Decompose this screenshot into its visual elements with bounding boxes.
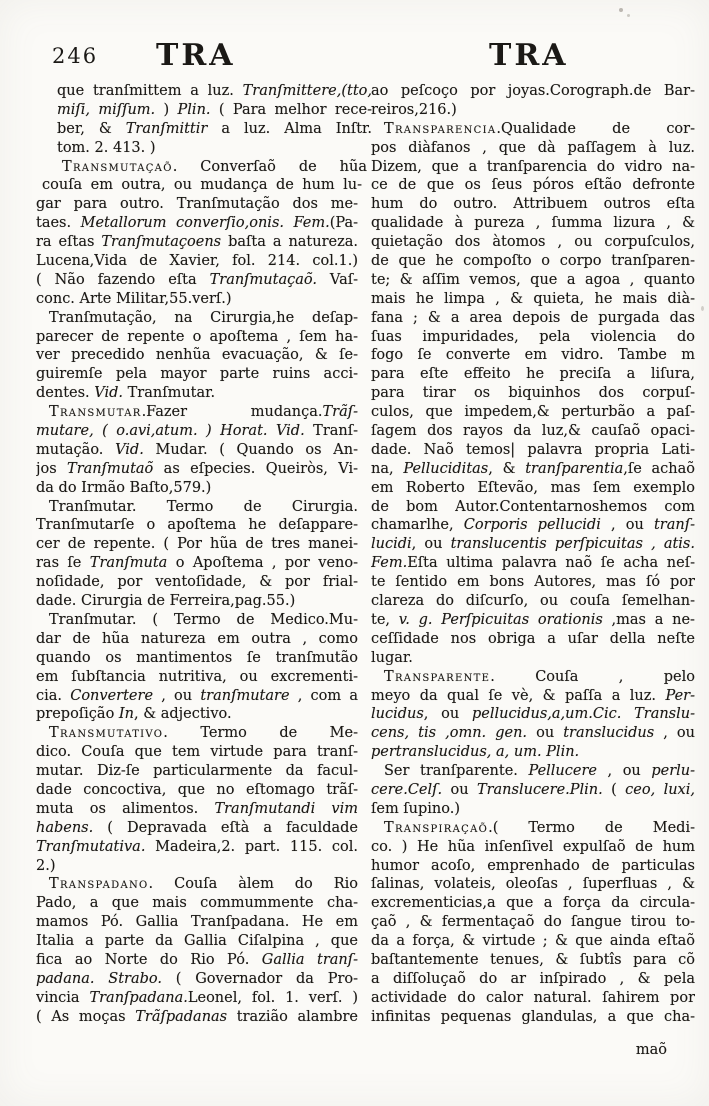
text-line: te; & aſſim vemos, que a agoa , quanto: [371, 271, 695, 288]
text-line: Transpiraçaõ.( Termo de Medi-: [384, 819, 695, 836]
text-line: excrementicias,a que a força da circula-: [371, 895, 695, 912]
text-line: te ſentido em bons Autores, mas ſó por: [371, 574, 695, 591]
text-line: dade concoctiva, que no eſtomago trãſ-: [36, 781, 358, 798]
text-line: quando os mantimentos ſe tranſmutão: [36, 649, 358, 666]
text-line: em Roberto Eſtevão, mas ſem exemplo: [371, 479, 695, 496]
text-line: de bom Autor.Contentarnoshemos com: [371, 498, 695, 515]
text-line: dico. Couſa que tem virtude para tranſ-: [36, 744, 358, 761]
text-line: Tranſmutarſe o apoſtema he deſappare-: [36, 517, 358, 534]
text-line: ſem ſupino.): [371, 800, 461, 817]
text-line: fica ao Norte do Rio Pó. Gallia tranſ-: [36, 951, 358, 968]
text-line: quietação dos àtomos , ou corpuſculos,: [371, 234, 695, 251]
text-line: mutare, ( o.avi,atum. ) Horat. Vid. Tranſ-: [36, 423, 358, 440]
text-line: Tranſmutar. Termo de Cirurgia.: [49, 498, 358, 515]
text-line: çaõ , & fermentaçaõ do ſangue tirou to-: [371, 914, 695, 931]
text-line: para eſte effeito he preciſa a liſura,: [371, 366, 695, 383]
text-line: em ſubſtancia nutritiva, ou excrementi-: [36, 668, 358, 685]
text-line: gar para outro. Tranſmutação dos me-: [36, 196, 358, 213]
running-header-left: TRA: [156, 38, 236, 73]
text-line: ſagem dos rayos da luz,& cauſaõ opaci-: [371, 423, 695, 440]
text-line: ra eſtas Tranſmutaçoens baſta a natureza.: [36, 234, 358, 251]
text-line: te, v. g. Perſpicuitas orationis ,mas a ne-: [371, 611, 695, 628]
text-line: dade. Naõ temos| palavra propria Lati-: [371, 441, 695, 458]
text-line: meyo da qual ſe vè, & paſſa a luz. Per-: [371, 687, 695, 704]
text-line: reiros,216.): [371, 101, 457, 118]
text-line: prepoſição In, & adjectivo.: [36, 706, 232, 723]
text-line: Fem.Eſta ultima palavra naõ ſe acha neſ-: [371, 555, 695, 572]
text-line: ver precedido nenhũa evacuação, & ſe-: [36, 347, 358, 364]
text-line: de que he compoſto o corpo tranſparen-: [371, 253, 695, 270]
text-line: vincia Tranſpadana.Leonel, fol. 1. verſ. ): [36, 989, 358, 1006]
text-line: ceſſidade nos obriga a uſar della neſte: [371, 630, 695, 647]
text-line: Tranſmutar. ( Termo de Medico.Mu-: [49, 611, 358, 628]
text-line: Transmutar.Fazer mudança.Trãſ-: [49, 404, 358, 421]
text-line: cere.Celſ. ou Translucere.Plin. ( ceo, luxi,: [371, 781, 695, 798]
text-line: Transparencia.Qualidade de cor-: [384, 120, 695, 137]
text-line: mais he limpa , & quieta, he mais dià-: [371, 290, 695, 307]
text-line: lugar.: [371, 649, 413, 666]
text-line: Dizem, que a tranſparencia do vidro na-: [371, 158, 695, 175]
text-line: miſi, miſſum. ) Plin. ( Para melhor rece-: [57, 101, 372, 118]
text-line: Transparente. Couſa , pelo: [384, 668, 695, 685]
text-line: Pado, a que mais commummente cha-: [36, 895, 358, 912]
text-line: ce de que os ſeus póros eſtão defronte: [371, 177, 695, 194]
text-line: Tranſmutativa. Madeira,2. part. 115. col.: [36, 838, 358, 855]
text-line: ao peſcoço por joyas.Corograph.de Bar-: [371, 83, 695, 99]
text-line: actividade do calor natural. ſahirem por: [371, 989, 695, 1006]
text-line: mamos Pó. Gallia Tranſpadana. He em: [36, 914, 358, 931]
text-line: ras ſe Tranſmuta o Apoſtema , por veno-: [36, 555, 358, 572]
text-line: na, Pelluciditas, & tranſparentia,ſe achaõ: [371, 460, 695, 477]
text-line: dar de hũa natureza em outra , como: [36, 630, 358, 647]
text-line: da a força, & virtude ; & que ainda eſtaõ: [371, 933, 695, 950]
text-line: para tirar os biquinhos dos corpuſ-: [371, 385, 695, 402]
text-line: humor acoſo, emprenhado de particulas: [371, 857, 695, 874]
text-line: Ser tranſparente. Pellucere , ou perlu-: [384, 763, 695, 780]
text-line: couſa em outra, ou mudança de hum lu-: [42, 177, 362, 194]
text-line: dade. Cirurgia de Ferreira,pag.55.): [36, 593, 296, 610]
text-line: Lucena,Vida de Xavier, fol. 214. col.1.): [36, 253, 358, 270]
text-line: co. ) He hũa inſenſivel expulſaõ de hum: [371, 838, 695, 855]
text-line: ( Não fazendo eſta Tranſmutaçaõ. Vaſ-: [36, 271, 358, 288]
text-line: noſidade, por ventoſidade, & por frial-: [36, 574, 358, 591]
text-line: ſuas impuridades, pela violencia do: [371, 328, 695, 345]
text-line: mutar. Diz-ſe particularmente da facul-: [36, 763, 358, 780]
catchword: maõ: [635, 1041, 667, 1058]
text-line: Tranſmutação, na Cirurgia,he deſap-: [49, 309, 358, 326]
text-line: taes. Metallorum converſio,onis. Fem.(Pa-: [36, 215, 358, 232]
text-column-right: [371, 82, 695, 1060]
text-line: infinitas pequenas glandulas, a que cha-: [371, 1008, 695, 1025]
text-line: culos, que impedem,& perturbão a paſ-: [371, 404, 695, 421]
text-line: pos diàfanos , que dà paſſagem à luz.: [371, 139, 695, 156]
running-header-right: TRA: [489, 38, 569, 73]
text-line: a diſſoluçaõ do ar inſpirado , & pela: [371, 970, 695, 987]
text-line: que tranſmittem a luz. Tranſmittere,(tto,: [57, 83, 372, 99]
text-line: qualidade à pureza , ſumma lizura , &: [371, 215, 695, 232]
text-line: fogo ſe converte em vidro. Tambe m: [371, 347, 695, 364]
text-line: clareza do diſcurſo, ou couſa ſemelhan-: [371, 593, 695, 610]
text-line: Transpadano. Couſa àlem do Rio: [49, 876, 358, 893]
ink-speck: [627, 14, 630, 17]
text-line: baſtantemente tenues, & ſubtîs para cõ: [371, 951, 695, 968]
text-line: padana. Strabo. ( Governador da Pro-: [36, 970, 358, 987]
text-line: hum do outro. Attribuem outros eſta: [371, 196, 695, 213]
text-line: da do Irmão Baſto,579.): [36, 479, 212, 496]
text-line: guiremſe pela mayor parte ruins acci-: [36, 366, 358, 383]
text-line: cia. Convertere , ou tranſmutare , com a: [36, 687, 358, 704]
page-number: 246: [52, 44, 99, 68]
text-line: 2.): [36, 857, 56, 874]
text-line: ber, & Tranſmittir a luz. Alma Inſtr.: [57, 120, 372, 137]
text-line: cer de repente. ( Por hũa de tres manei-: [36, 536, 358, 553]
text-line: habens. ( Depravada eſtà a faculdade: [36, 819, 358, 836]
text-line: muta os alimentos. Tranſmutandi vim: [36, 800, 358, 817]
text-line: fana ; & a area depois de purgada das: [371, 309, 695, 326]
text-line: parecer de repente o apoſtema , ſem ha-: [36, 328, 358, 345]
text-line: Italia a parte da Gallia Ciſalpina , que: [36, 933, 358, 950]
text-line: dentes. Vid. Tranſmutar.: [36, 385, 216, 402]
text-line: jos Tranſmutaõ as eſpecies. Queiròs, Vi-: [36, 460, 358, 477]
text-line: cens, tis ,omn. gen. ou translucidus , ou: [371, 725, 695, 742]
text-line: mutação. Vid. Mudar. ( Quando os An-: [36, 441, 358, 458]
text-line: lucidus, ou pellucidus,a,um.Cic. Translu-: [371, 706, 695, 723]
text-line: lucidi, ou translucentis perſpicuitas , atis.: [371, 536, 695, 553]
text-line: chamarlhe, Corporis pellucidi , ou tranſ-: [371, 517, 695, 534]
ink-speck: [701, 306, 704, 311]
text-line: conc. Arte Militar,55.verſ.): [36, 290, 232, 307]
text-line: Transmutativo. Termo de Me-: [49, 725, 358, 742]
text-line: pertranslucidus, a, um. Plin.: [371, 744, 580, 761]
text-line: ſalinas, volateis, oleoſas , ſuperfluas , &: [371, 876, 695, 893]
text-column-left: [36, 82, 372, 1027]
text-line: ( As moças Trãſpadanas trazião alambre: [36, 1008, 358, 1025]
text-line: tom. 2. 413. ): [57, 139, 156, 156]
text-line: Transmutaçaõ. Converſaõ de hũa: [62, 158, 367, 175]
ink-speck: [619, 8, 623, 12]
